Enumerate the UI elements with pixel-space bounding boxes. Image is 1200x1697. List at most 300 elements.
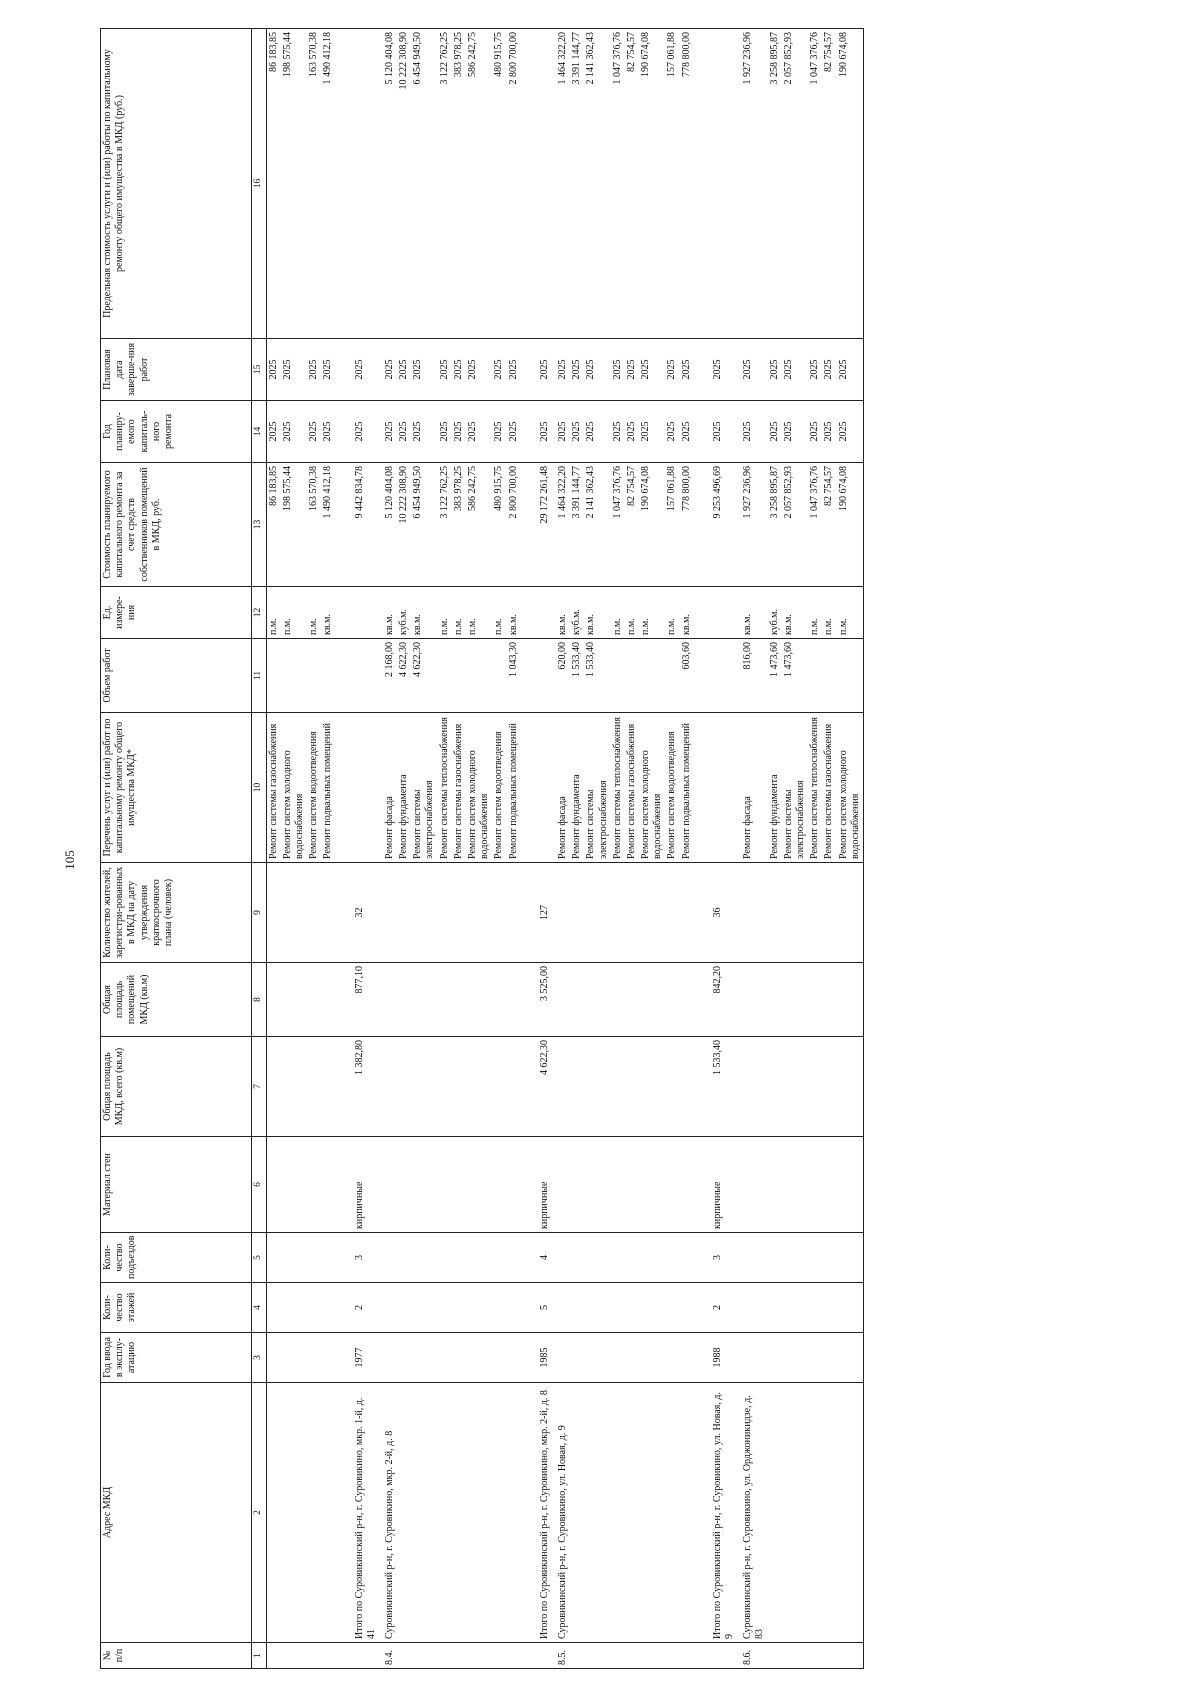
end-date-cell: 2025	[694, 338, 737, 400]
floors-cell	[625, 1282, 639, 1332]
repair-year-cell: 2025	[552, 400, 570, 462]
table-row	[768, 28, 782, 1668]
work-volume-cell: 1 043,30	[507, 638, 521, 712]
residents-cell	[411, 862, 437, 962]
total-area-cell	[507, 1036, 521, 1136]
unit-cell: кв.м.	[321, 586, 335, 638]
residents-cell	[466, 862, 492, 962]
table-row	[521, 28, 552, 1668]
table-row	[694, 28, 737, 1668]
address-cell	[307, 1382, 321, 1642]
unit-cell: кв.м.	[552, 586, 570, 638]
total-area-cell	[782, 1036, 808, 1136]
repair-year-cell: 2025	[768, 400, 782, 462]
rooms-area-cell	[737, 962, 767, 1036]
work-volume-cell: 1 533,40	[570, 638, 584, 712]
cost-cell: 3 258 895,87	[768, 462, 782, 586]
work-volume-cell	[266, 638, 281, 712]
limit-cost-cell: 3 122 762,25	[438, 28, 452, 338]
year-built-cell: 1977	[336, 1332, 379, 1382]
limit-cost-cell: 586 242,75	[466, 28, 492, 338]
entrances-cell	[266, 1232, 281, 1282]
cost-cell: 778 800,00	[680, 462, 694, 586]
cost-cell: 1 047 376,76	[808, 462, 822, 586]
address-cell	[584, 1382, 610, 1642]
address-cell	[266, 1382, 281, 1642]
entrances-cell	[379, 1232, 397, 1282]
unit-cell: п.м.	[452, 586, 466, 638]
column-header: Перечень услуг и (или) работ по капитальному ремонту общего имущества МКД*	[101, 712, 252, 862]
cost-cell: 2 141 362,43	[584, 462, 610, 586]
rooms-area-cell	[438, 962, 452, 1036]
year-built-cell	[507, 1332, 521, 1382]
residents-cell: 36	[694, 862, 737, 962]
row-number: 8.5.	[552, 1642, 570, 1668]
work-type-cell: Ремонт систем холодного водоснабжения	[837, 712, 864, 862]
work-type-cell: Ремонт фасада	[737, 712, 767, 862]
floors-cell	[680, 1282, 694, 1332]
row-number	[822, 1642, 836, 1668]
cost-cell: 2 800 700,00	[507, 462, 521, 586]
repair-year-cell: 2025	[466, 400, 492, 462]
repair-year-cell: 2025	[665, 400, 679, 462]
unit-cell: п.м.	[266, 586, 281, 638]
residents-cell	[570, 862, 584, 962]
floors-cell	[321, 1282, 335, 1332]
repair-year-cell: 2025	[507, 400, 521, 462]
residents-cell	[737, 862, 767, 962]
limit-cost-cell: 778 800,00	[680, 28, 694, 338]
total-area-cell: 4 622,30	[521, 1036, 552, 1136]
residents-cell	[552, 862, 570, 962]
work-volume-cell: 1 473,60	[768, 638, 782, 712]
total-area-cell	[466, 1036, 492, 1136]
work-volume-cell: 1 473,60	[782, 638, 808, 712]
work-type-cell: Ремонт фундамента	[397, 712, 411, 862]
work-type-cell: Ремонт системы теплоснабжения	[808, 712, 822, 862]
column-header: Предельная стоимость услуги и (или) работы по капитальному ремонту общего имущества в МКД (руб.)	[101, 28, 252, 338]
wall-material-cell	[492, 1136, 506, 1232]
work-volume-cell	[694, 638, 737, 712]
year-built-cell	[307, 1332, 321, 1382]
repair-year-cell: 2025	[438, 400, 452, 462]
work-type-cell: Ремонт фасада	[552, 712, 570, 862]
end-date-cell: 2025	[266, 338, 281, 400]
end-date-cell: 2025	[397, 338, 411, 400]
column-number: 11	[252, 638, 267, 712]
work-volume-cell: 4 622,30	[397, 638, 411, 712]
unit-cell: п.м.	[492, 586, 506, 638]
work-type-cell: Ремонт систем холодного водоснабжения	[639, 712, 665, 862]
limit-cost-cell: 1 464 322,20	[552, 28, 570, 338]
rooms-area-cell: 842,20	[694, 962, 737, 1036]
total-area-cell	[611, 1036, 625, 1136]
wall-material-cell	[321, 1136, 335, 1232]
row-number	[266, 1642, 281, 1668]
end-date-cell: 2025	[466, 338, 492, 400]
unit-cell: кв.м.	[782, 586, 808, 638]
work-type-cell: Ремонт системы электроснабжения	[411, 712, 437, 862]
wall-material-cell	[438, 1136, 452, 1232]
repair-year-cell: 2025	[307, 400, 321, 462]
total-area-cell	[822, 1036, 836, 1136]
row-number	[281, 1642, 307, 1668]
table-row	[266, 28, 281, 1668]
cost-cell: 29 172 261,48	[521, 462, 552, 586]
row-number	[808, 1642, 822, 1668]
wall-material-cell	[570, 1136, 584, 1232]
column-header: Общая площадь МКД, всего (кв.м)	[101, 1036, 252, 1136]
floors-cell	[266, 1282, 281, 1332]
year-built-cell	[680, 1332, 694, 1382]
end-date-cell: 2025	[680, 338, 694, 400]
year-built-cell	[466, 1332, 492, 1382]
table-row	[639, 28, 665, 1668]
cost-cell: 190 674,08	[639, 462, 665, 586]
row-number	[452, 1642, 466, 1668]
address-cell	[680, 1382, 694, 1642]
address-cell	[808, 1382, 822, 1642]
end-date-cell: 2025	[570, 338, 584, 400]
end-date-cell: 2025	[507, 338, 521, 400]
table-row	[466, 28, 492, 1668]
work-type-cell: Ремонт фундамента	[768, 712, 782, 862]
column-header: Адрес МКД	[101, 1382, 252, 1642]
row-number	[492, 1642, 506, 1668]
work-type-cell: Ремонт подвальных помещений	[507, 712, 521, 862]
rooms-area-cell	[552, 962, 570, 1036]
wall-material-cell	[466, 1136, 492, 1232]
wall-material-cell	[768, 1136, 782, 1232]
entrances-cell	[307, 1232, 321, 1282]
entrances-cell	[822, 1232, 836, 1282]
limit-cost-cell: 3 391 144,77	[570, 28, 584, 338]
address-cell: Итого по Суровикинский р-н, г. Суровикино, ул. Новая, д. 9	[694, 1382, 737, 1642]
residents-cell	[281, 862, 307, 962]
wall-material-cell	[782, 1136, 808, 1232]
entrances-cell	[552, 1232, 570, 1282]
address-cell: Итого по Суровикинский р-н, г. Суровикино, мкр. 2-й, д. 8	[521, 1382, 552, 1642]
row-number	[611, 1642, 625, 1668]
column-number: 16	[252, 28, 267, 338]
table-row	[307, 28, 321, 1668]
cost-cell: 1 490 412,18	[321, 462, 335, 586]
table-row	[782, 28, 808, 1668]
limit-cost-cell: 190 674,08	[837, 28, 864, 338]
work-type-cell: Ремонт систем водоотведения	[665, 712, 679, 862]
row-number	[397, 1642, 411, 1668]
repair-year-cell: 2025	[570, 400, 584, 462]
work-volume-cell: 2 168,00	[379, 638, 397, 712]
entrances-cell	[768, 1232, 782, 1282]
entrances-cell	[570, 1232, 584, 1282]
address-cell	[452, 1382, 466, 1642]
row-number	[768, 1642, 782, 1668]
end-date-cell: 2025	[438, 338, 452, 400]
table-body	[266, 28, 863, 1668]
table-row	[665, 28, 679, 1668]
table-row	[379, 28, 397, 1668]
limit-cost-cell: 5 120 404,08	[379, 28, 397, 338]
work-volume-cell	[822, 638, 836, 712]
end-date-cell: 2025	[307, 338, 321, 400]
cost-cell: 1 927 236,96	[737, 462, 767, 586]
row-number: 8.4.	[379, 1642, 397, 1668]
cost-cell: 82 754,57	[822, 462, 836, 586]
row-number	[570, 1642, 584, 1668]
total-area-cell	[768, 1036, 782, 1136]
column-header: Количество жителей, зарегистри-рованных в МКД на дату утверждения краткосрочного плана (человек)	[101, 862, 252, 962]
table-row	[584, 28, 610, 1668]
total-area-cell	[452, 1036, 466, 1136]
row-number	[782, 1642, 808, 1668]
entrances-cell	[808, 1232, 822, 1282]
total-area-cell	[570, 1036, 584, 1136]
wall-material-cell	[625, 1136, 639, 1232]
row-number	[438, 1642, 452, 1668]
unit-cell: кв.м.	[680, 586, 694, 638]
cost-cell: 163 570,38	[307, 462, 321, 586]
total-area-cell: 1 382,80	[336, 1036, 379, 1136]
unit-cell: кв.м.	[584, 586, 610, 638]
column-number: 15	[252, 338, 267, 400]
address-cell	[570, 1382, 584, 1642]
total-area-cell	[492, 1036, 506, 1136]
table-row	[625, 28, 639, 1668]
unit-cell	[336, 586, 379, 638]
total-area-cell	[411, 1036, 437, 1136]
rooms-area-cell	[639, 962, 665, 1036]
rooms-area-cell	[492, 962, 506, 1036]
floors-cell	[782, 1282, 808, 1332]
residents-cell	[307, 862, 321, 962]
cost-cell: 9 253 496,69	[694, 462, 737, 586]
floors-cell: 2	[336, 1282, 379, 1332]
row-number	[665, 1642, 679, 1668]
column-header: Стоимость планируемого капитального ремонта за счет средств собственников помещений в МКД, руб.	[101, 462, 252, 586]
residents-cell	[822, 862, 836, 962]
entrances-cell	[411, 1232, 437, 1282]
cost-cell: 586 242,75	[466, 462, 492, 586]
total-area-cell	[808, 1036, 822, 1136]
table-row	[808, 28, 822, 1668]
work-type-cell: Ремонт системы газоснабжения	[625, 712, 639, 862]
row-number	[411, 1642, 437, 1668]
table-row	[397, 28, 411, 1668]
address-cell: Суровикинский р-н, г. Суровикино, ул. Новая, д. 9	[552, 1382, 570, 1642]
work-volume-cell: 603,60	[680, 638, 694, 712]
total-area-cell	[584, 1036, 610, 1136]
end-date-cell: 2025	[625, 338, 639, 400]
end-date-cell: 2025	[321, 338, 335, 400]
entrances-cell	[584, 1232, 610, 1282]
year-built-cell	[837, 1332, 864, 1382]
work-type-cell: Ремонт подвальных помещений	[321, 712, 335, 862]
address-cell	[438, 1382, 452, 1642]
unit-cell: п.м.	[307, 586, 321, 638]
end-date-cell: 2025	[411, 338, 437, 400]
end-date-cell: 2025	[452, 338, 466, 400]
end-date-cell: 2025	[639, 338, 665, 400]
table-row	[492, 28, 506, 1668]
entrances-cell	[492, 1232, 506, 1282]
row-number	[507, 1642, 521, 1668]
work-volume-cell	[321, 638, 335, 712]
residents-cell	[321, 862, 335, 962]
floors-cell	[438, 1282, 452, 1332]
column-header: Плановая дата заверше-ния работ	[101, 338, 252, 400]
work-volume-cell: 1 533,40	[584, 638, 610, 712]
table-row	[737, 28, 767, 1668]
column-header: Материал стен	[101, 1136, 252, 1232]
entrances-cell: 3	[336, 1232, 379, 1282]
column-number: 3	[252, 1332, 267, 1382]
table-row	[321, 28, 335, 1668]
wall-material-cell	[680, 1136, 694, 1232]
row-number	[584, 1642, 610, 1668]
year-built-cell	[321, 1332, 335, 1382]
floors-cell	[466, 1282, 492, 1332]
entrances-cell: 3	[694, 1232, 737, 1282]
unit-cell: куб.м.	[570, 586, 584, 638]
entrances-cell	[680, 1232, 694, 1282]
residents-cell	[492, 862, 506, 962]
unit-cell: кв.м.	[411, 586, 437, 638]
column-number: 2	[252, 1382, 267, 1642]
floors-cell	[379, 1282, 397, 1332]
year-built-cell	[492, 1332, 506, 1382]
wall-material-cell: кирпичные	[694, 1136, 737, 1232]
address-cell: Суровикинский р-н, г. Суровикино, мкр. 2-й, д. 8	[379, 1382, 397, 1642]
cost-cell: 1 464 322,20	[552, 462, 570, 586]
entrances-cell: 4	[521, 1232, 552, 1282]
address-cell	[492, 1382, 506, 1642]
unit-cell: п.м.	[639, 586, 665, 638]
year-built-cell	[808, 1332, 822, 1382]
unit-cell: п.м.	[281, 586, 307, 638]
address-cell	[665, 1382, 679, 1642]
address-cell	[639, 1382, 665, 1642]
column-number: 1	[252, 1642, 267, 1668]
end-date-cell: 2025	[665, 338, 679, 400]
residents-cell	[837, 862, 864, 962]
limit-cost-cell: 190 674,08	[639, 28, 665, 338]
entrances-cell	[837, 1232, 864, 1282]
repair-year-cell: 2025	[584, 400, 610, 462]
year-built-cell	[611, 1332, 625, 1382]
row-number	[639, 1642, 665, 1668]
row-number	[466, 1642, 492, 1668]
entrances-cell	[625, 1232, 639, 1282]
entrances-cell	[507, 1232, 521, 1282]
end-date-cell: 2025	[552, 338, 570, 400]
entrances-cell	[639, 1232, 665, 1282]
floors-cell	[808, 1282, 822, 1332]
table-row	[611, 28, 625, 1668]
year-built-cell	[552, 1332, 570, 1382]
address-cell	[768, 1382, 782, 1642]
table-row	[570, 28, 584, 1668]
total-area-cell	[321, 1036, 335, 1136]
limit-cost-cell: 3 258 895,87	[768, 28, 782, 338]
end-date-cell: 2025	[521, 338, 552, 400]
address-cell	[782, 1382, 808, 1642]
work-type-cell: Ремонт подвальных помещений	[680, 712, 694, 862]
work-type-cell: Ремонт систем холодного водоснабжения	[466, 712, 492, 862]
row-number	[680, 1642, 694, 1668]
wall-material-cell	[611, 1136, 625, 1232]
column-number: 7	[252, 1036, 267, 1136]
wall-material-cell	[266, 1136, 281, 1232]
work-volume-cell	[492, 638, 506, 712]
repair-year-cell: 2025	[336, 400, 379, 462]
end-date-cell: 2025	[336, 338, 379, 400]
entrances-cell	[737, 1232, 767, 1282]
entrances-cell	[321, 1232, 335, 1282]
residents-cell	[611, 862, 625, 962]
repair-year-cell: 2025	[411, 400, 437, 462]
year-built-cell: 1985	[521, 1332, 552, 1382]
work-type-cell: Ремонт системы газоснабжения	[266, 712, 281, 862]
unit-cell: кв.м.	[737, 586, 767, 638]
rooms-area-cell	[822, 962, 836, 1036]
column-header: Коли-чество подъездов	[101, 1232, 252, 1282]
floors-cell: 2	[694, 1282, 737, 1332]
wall-material-cell	[281, 1136, 307, 1232]
cost-cell: 2 057 852,93	[782, 462, 808, 586]
wall-material-cell	[737, 1136, 767, 1232]
column-number: 9	[252, 862, 267, 962]
floors-cell	[492, 1282, 506, 1332]
work-volume-cell	[665, 638, 679, 712]
limit-cost-cell: 163 570,38	[307, 28, 321, 338]
end-date-cell: 2025	[584, 338, 610, 400]
work-type-cell: Ремонт системы теплоснабжения	[611, 712, 625, 862]
total-area-cell	[665, 1036, 679, 1136]
work-volume-cell	[521, 638, 552, 712]
limit-cost-cell: 82 754,57	[625, 28, 639, 338]
limit-cost-cell: 2 057 852,93	[782, 28, 808, 338]
limit-cost-cell: 480 915,75	[492, 28, 506, 338]
rooms-area-cell	[507, 962, 521, 1036]
cost-cell: 1 047 376,76	[611, 462, 625, 586]
entrances-cell	[466, 1232, 492, 1282]
unit-cell: п.м.	[438, 586, 452, 638]
unit-cell: кв.м.	[379, 586, 397, 638]
limit-cost-cell: 86 183,85	[266, 28, 281, 338]
column-number: 6	[252, 1136, 267, 1232]
residents-cell	[379, 862, 397, 962]
column-number: 12	[252, 586, 267, 638]
wall-material-cell	[552, 1136, 570, 1232]
table-row	[452, 28, 466, 1668]
rooms-area-cell: 877,10	[336, 962, 379, 1036]
entrances-cell	[281, 1232, 307, 1282]
cost-cell: 190 674,08	[837, 462, 864, 586]
capital-repair-table	[100, 28, 864, 1669]
year-built-cell	[639, 1332, 665, 1382]
repair-year-cell: 2025	[694, 400, 737, 462]
limit-cost-cell: 157 061,88	[665, 28, 679, 338]
year-built-cell	[379, 1332, 397, 1382]
residents-cell	[266, 862, 281, 962]
repair-year-cell: 2025	[611, 400, 625, 462]
repair-year-cell: 2025	[266, 400, 281, 462]
end-date-cell: 2025	[808, 338, 822, 400]
floors-cell	[639, 1282, 665, 1332]
column-number: 5	[252, 1232, 267, 1282]
repair-year-cell: 2025	[782, 400, 808, 462]
